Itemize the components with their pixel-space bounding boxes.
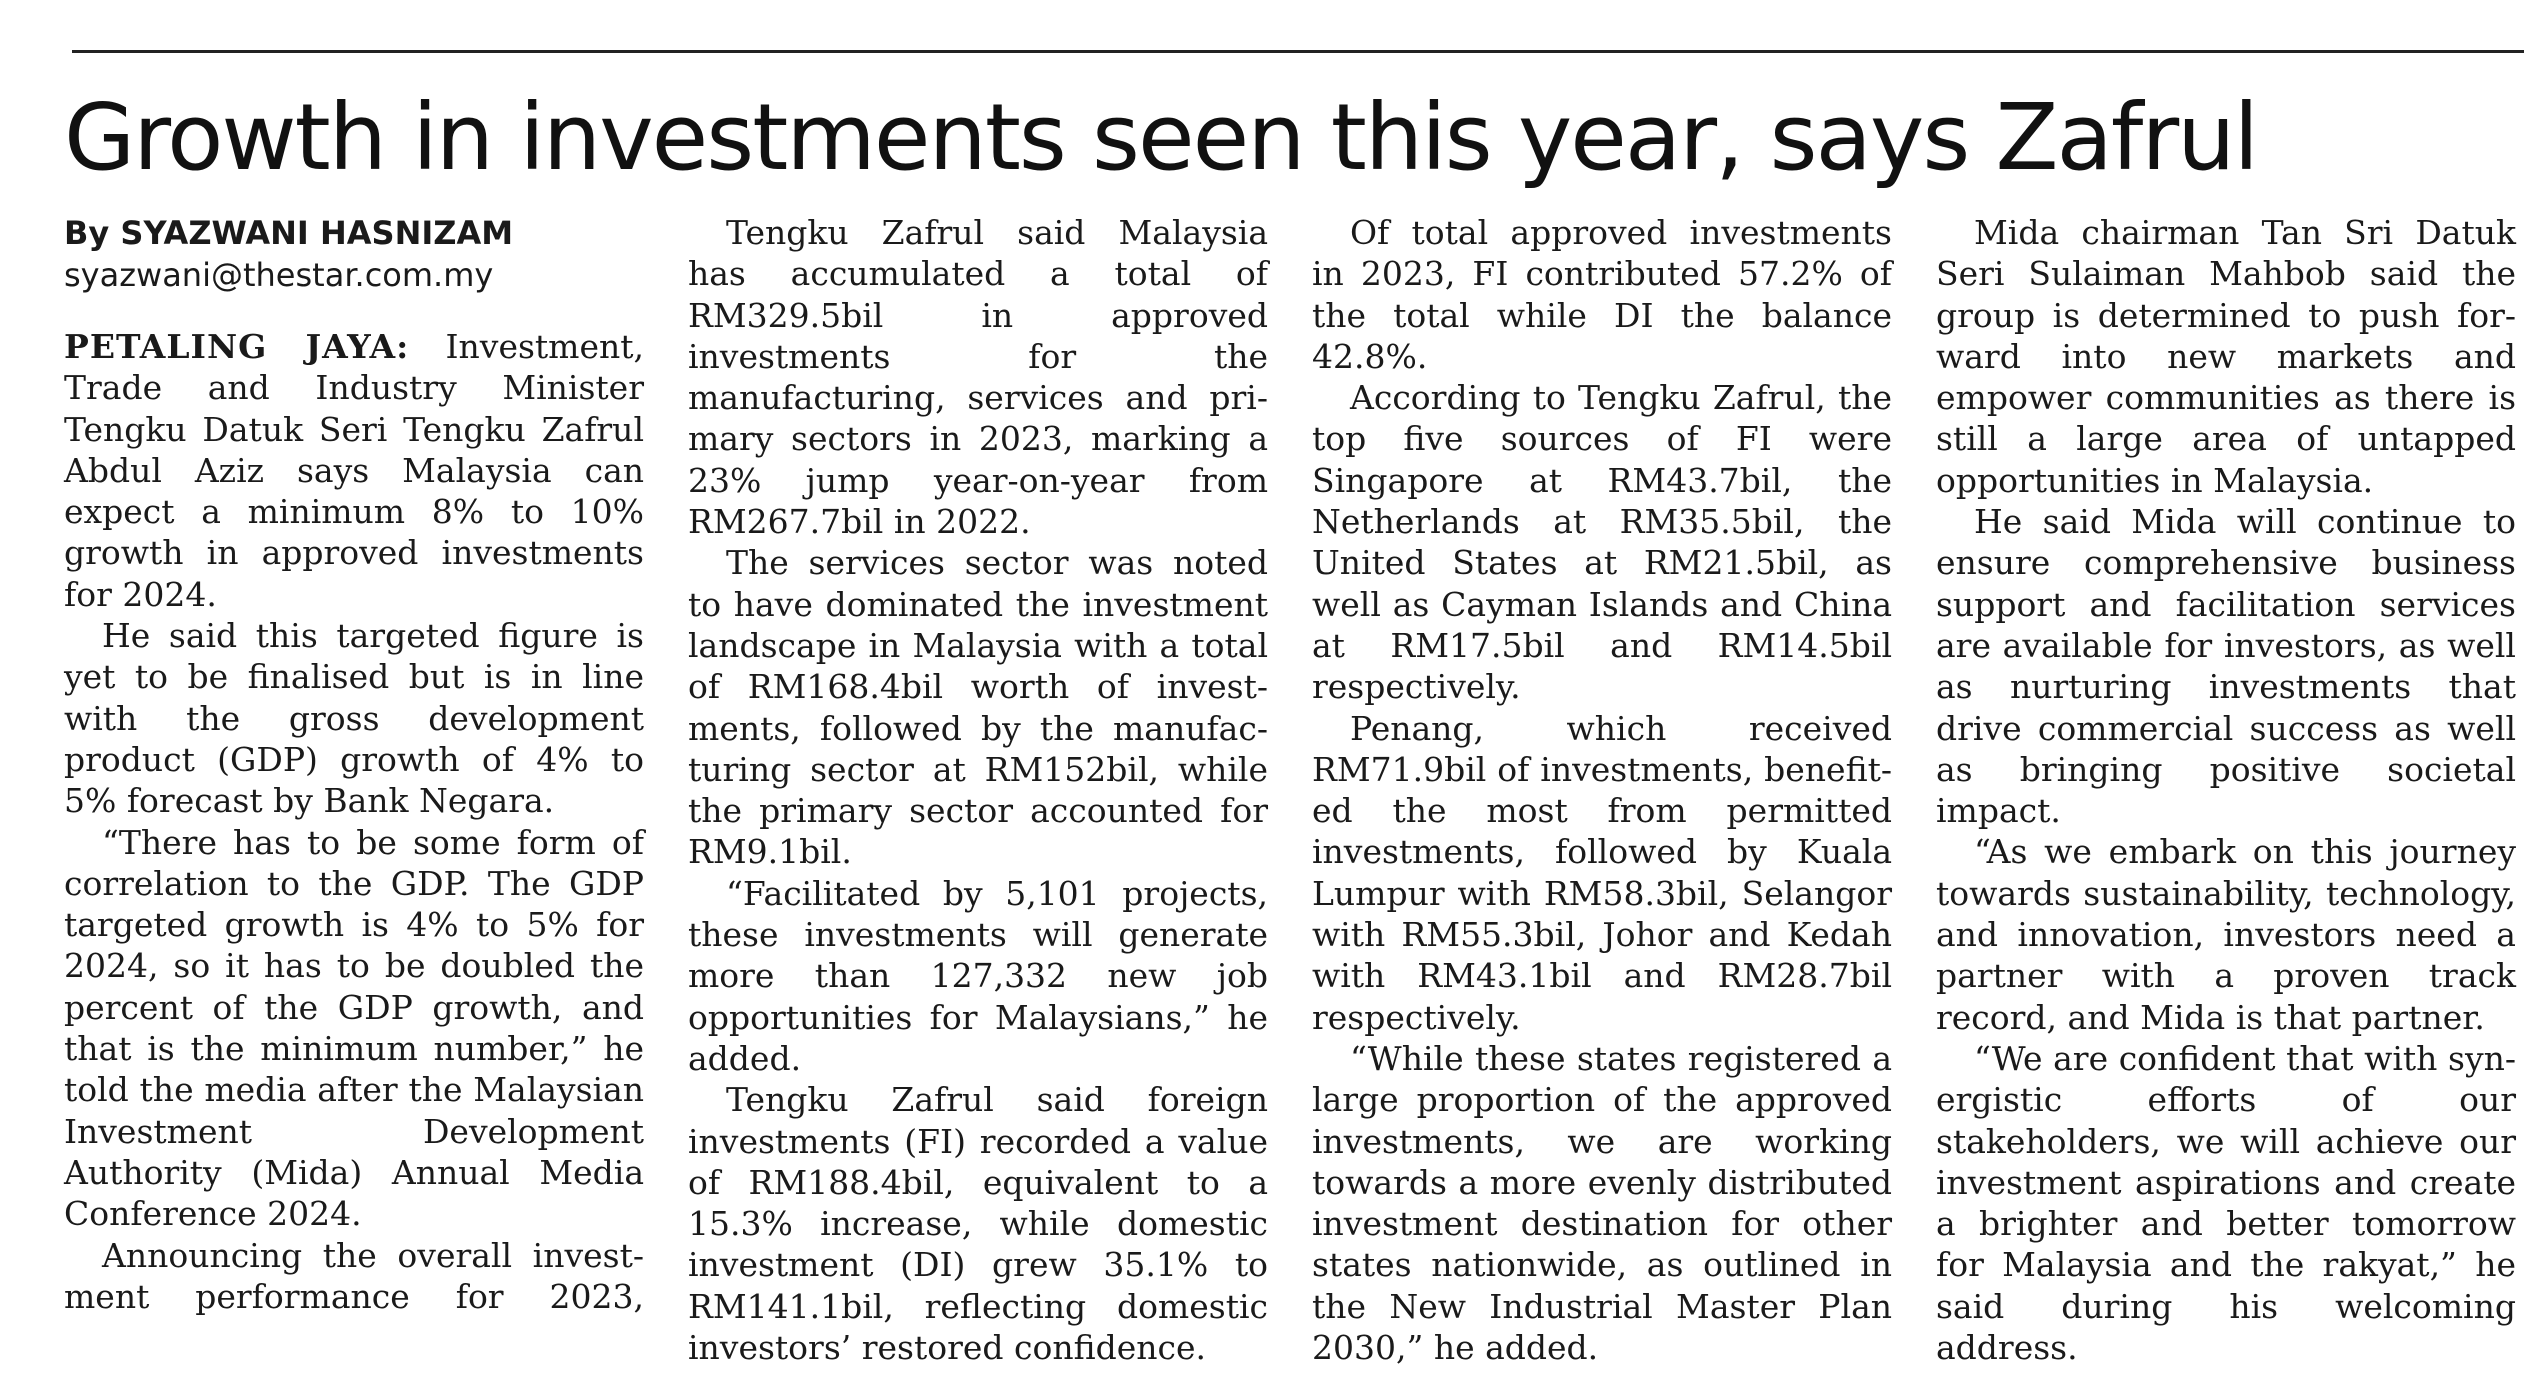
paragraph: “There has to be some form of correlation to the GDP. The GDP targeted growth is 4% to 5% for 2024, so it has to be doubled the percent of the GDP growth, and that is the minimum number,” he told the media after the Malaysian Investment Development Authority (Mida) Annual Media Conference 2024. xyxy=(64,822,644,1234)
paragraph: “While these states registered a large proportion of the approved investments, we are working towards a more evenly distributed investment destination for other states nationwide, as outlined in the New Industrial Master Plan 2030,” he added. xyxy=(1312,1038,1892,1368)
paragraph: Penang, which received RM71.9bil of investments, benefited the most from permitted investments, followed by Kuala Lumpur with RM58.3bil, Selangor with RM55.3bil, Johor and Kedah with RM43.1bil and RM28.7bil respectively. xyxy=(1312,708,1892,1037)
paragraph: Tengku Zafrul said Malaysia has accumulated a total of RM329.5bil in approved investments for the manufacturing, services and primary sectors in 2023, marking a 23% jump year-on-year from RM267.7bil in 2022. xyxy=(688,213,1268,542)
paragraph: “Facilitated by 5,101 projects, these investments will generate more than 127,332 new job opportunities for Malaysians,” he added. xyxy=(688,873,1268,1078)
paragraph: Announcing the overall investment performance for 2023, xyxy=(64,1235,644,1316)
paragraph: “We are confident that with synergistic efforts of our stakeholders, we will achieve our investment aspirations and create a brighter and better tomorrow for Malaysia and the rakyat,” he said during his welcoming address. xyxy=(1936,1038,2516,1368)
paragraph-text: Investment, Trade and Industry Minister Tengku Datuk Seri Tengku Zafrul Abdul Aziz says Malaysia can expect a minimum 8% to 10% growth in approved investments for 2024. xyxy=(64,327,644,614)
paragraph: “As we embark on this journey towards sustainability, technology, and innovation, investors need a partner with a proven track record, and Mida is that partner. xyxy=(1936,832,2516,1037)
paragraph: Mida chairman Tan Sri Datuk Seri Sulaiman Mahbob said the group is determined to push forward into new markets and empower communities as there is still a large area of untapped opportunities in Malaysia. xyxy=(1936,213,2516,500)
paragraph: The services sector was noted to have dominated the investment landscape in Malaysia with a total of RM168.4bil worth of investments, followed by the manufacturing sector at RM152bil, while the primary sector accounted for RM9.1bil. xyxy=(688,543,1268,872)
column-3 xyxy=(1312,212,1892,1372)
paragraph xyxy=(64,326,644,615)
paragraph: He said this targeted figure is yet to be finalised but is in line with the gross development product (GDP) growth of 4% to 5% forecast by Bank Negara. xyxy=(64,616,644,821)
headline: Growth in investments seen this year, says Zafrul xyxy=(64,84,2258,191)
dateline: PETALING JAYA: xyxy=(64,327,410,366)
paragraph: Of total approved investments in 2023, FI contributed 57.2% of the total while DI the balance 42.8%. xyxy=(1312,213,1892,376)
byline-email: syazwani@thestar.com.my xyxy=(64,256,494,294)
paragraph: He said Mida will continue to ensure comprehensive business support and facilitation services are available for investors, as well as nurturing investments that drive commercial success as well as bringing positive societal impact. xyxy=(1936,502,2516,831)
paragraph: According to Tengku Zafrul, the top five sources of FI were Singapore at RM43.7bil, the Netherlands at RM35.5bil, the United States at RM21.5bil, as well as Cayman Islands and China at RM17.5bil and RM14.5bil respectively. xyxy=(1312,378,1892,707)
byline xyxy=(64,212,644,296)
byline-spacer xyxy=(64,296,644,326)
top-rule xyxy=(72,50,2524,53)
column-1 xyxy=(64,212,644,1372)
paragraph: Tengku Zafrul said foreign investments (FI) recorded a value of RM188.4bil, equivalent to a 15.3% increase, while domestic investment (DI) grew 35.1% to RM141.1bil, reflecting domestic investors’ restored confidence. xyxy=(688,1080,1268,1368)
column-4 xyxy=(1936,212,2516,1372)
column-2 xyxy=(688,212,1268,1372)
byline-name: By SYAZWANI HASNIZAM xyxy=(64,214,514,252)
article-body xyxy=(64,212,2516,1372)
